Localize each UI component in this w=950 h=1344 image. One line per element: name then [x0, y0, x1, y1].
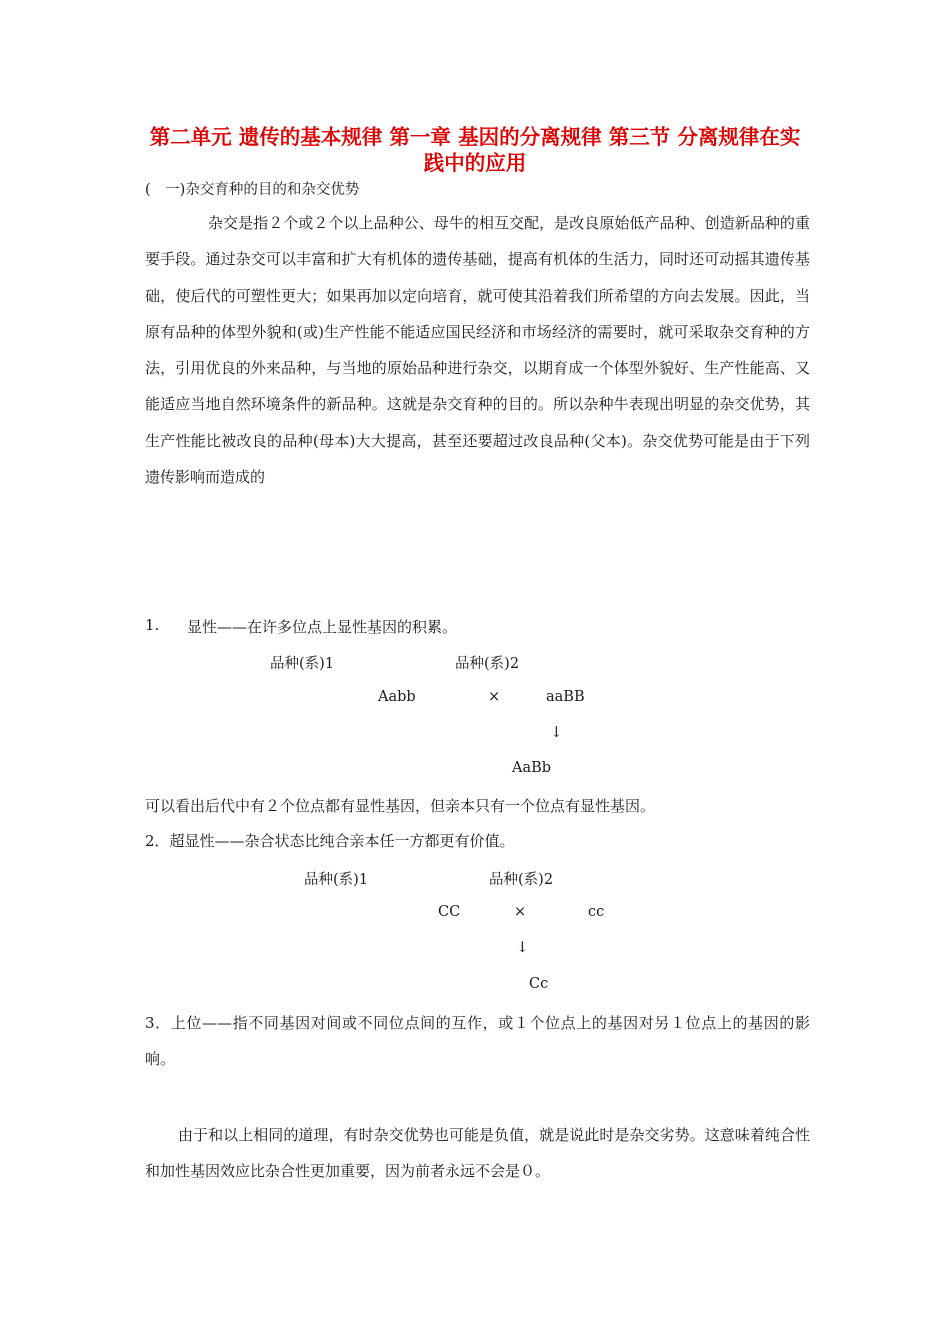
item3-text: 3．上位——指不同基因对间或不同位点间的互作，或１个位点上的基因对另１位点上的基因的影响。 [145, 1014, 810, 1069]
item2-down-arrow-icon: ↓ [516, 938, 529, 956]
item2-parent2-genotype: cc [588, 904, 605, 920]
item2-text: 2．超显性——杂合状态比纯合亲本任一方都更有价值。 [145, 832, 515, 850]
item1-parent1-genotype: Aabb [378, 689, 416, 705]
item2-strain1-label: 品种(系)1 [304, 872, 369, 888]
intro-paragraph: 杂交是指２个或２个以上品种公、母牛的相互交配，是改良原始低产品种、创造新品种的重要手段。通过杂交可以丰富和扩大有机体的遗传基础，提高有机体的生活力，同时还可动摇其遗传基础，使后代的可塑性更大；如果再加以定向培育，就可使其沿着我们所希望的方向去发展。因此，当原有品种的体型外貌和(或)生产性能不能适应国民经济和市场经济的需要时，就可采取杂交育种的方法，引用优良的外来品种，与当地的原始品种进行杂交，以期育成一个体型外貌好、生产性能高、又能适应当地自然环境条件的新品种。这就是杂交育种的目的。所以杂种牛表现出明显的杂交优势，其生产性能比被改良的品种(母本)大大提高，甚至还要超过改良品种(父本)。杂交优势可能是由于下列遗传影响而造成的 [145, 214, 810, 487]
item1-parent2-genotype: aaBB [546, 689, 585, 705]
section-heading: ( 一)杂交育种的目的和杂交优势 [145, 182, 360, 198]
document-title: 第二单元 遗传的基本规律 第一章 基因的分离规律 第三节 分离规律在实践中的应用 [149, 125, 801, 175]
item2-cross-symbol: × [514, 904, 527, 920]
item1-note: 可以看出后代中有２个位点都有显性基因，但亲本只有一个位点有显性基因。 [145, 797, 656, 815]
closing-paragraph: 由于和以上相同的道理，有时杂交优势也可能是负值，就是说此时是杂交劣势。这意味着纯合性和加性基因效应比杂合性更加重要，因为前者永远不会是０。 [145, 1126, 810, 1181]
item2-strain2-label: 品种(系)2 [489, 872, 554, 888]
item1-text: 显性——在许多位点上显性基因的积累。 [187, 618, 458, 636]
item1-offspring-genotype: AaBb [512, 760, 552, 776]
item1-strain1-label: 品种(系)1 [270, 656, 335, 672]
item1-down-arrow-icon: ↓ [550, 723, 563, 741]
item1-strain2-label: 品种(系)2 [455, 656, 520, 672]
item2-parent1-genotype: CC [438, 904, 461, 920]
item1-number: 1. [145, 616, 160, 634]
item2-offspring-genotype: Cc [529, 976, 549, 992]
item1-cross-symbol: × [488, 689, 501, 705]
